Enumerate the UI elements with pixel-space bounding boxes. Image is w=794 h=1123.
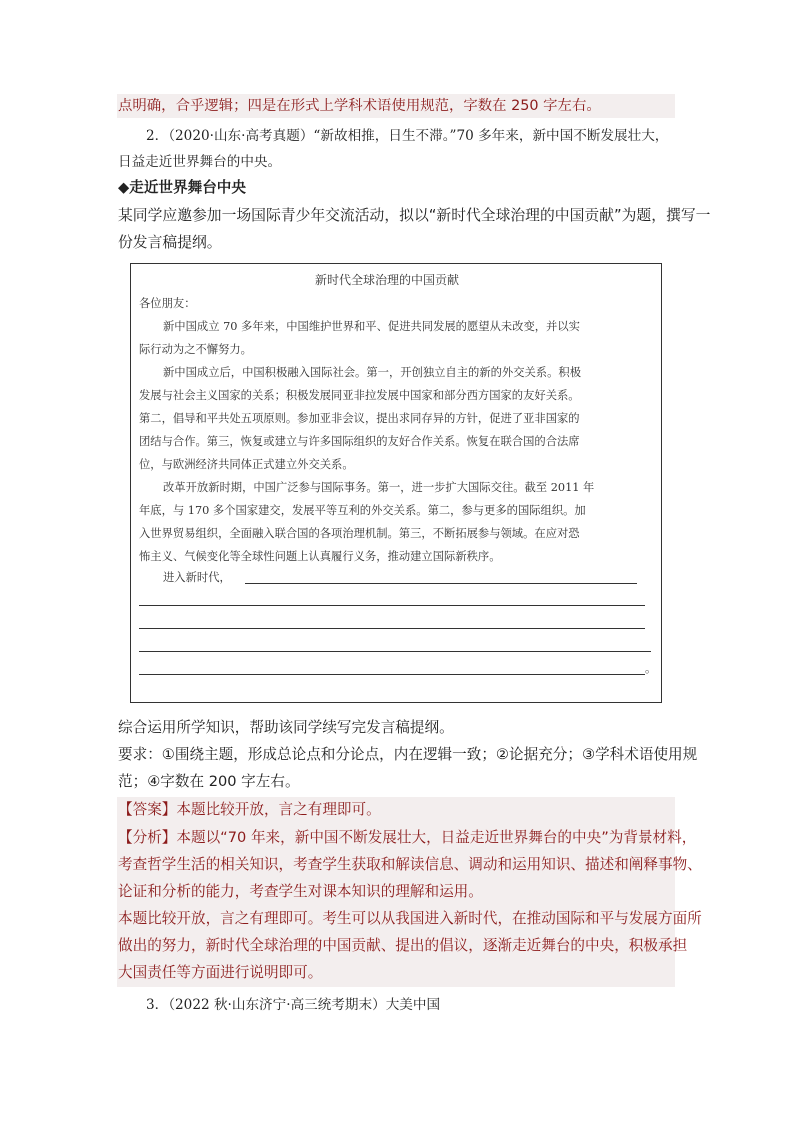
- box-line: 位，与欧洲经济共同体正式建立外交关系。: [139, 458, 354, 471]
- section-heading: ◆走近世界舞台中央: [118, 179, 246, 196]
- requirement-line-1: 要求：①围绕主题，形成总论点和分论点，内在逻辑一致；②论据充分；③学科术语使用规: [118, 746, 698, 763]
- box-line: 入世界贸易组织，全面融入联合国的各项治理机制。第三，不断拓展参与领域。在应对恐: [139, 527, 580, 540]
- box-title: 新时代全球治理的中国贡献: [315, 273, 460, 287]
- answer-text: 本题比较开放，言之有理即可。: [176, 801, 381, 818]
- analysis-line-4: 本题比较开放，言之有理即可。考生可以从我国进入新时代，在推动国际和平与发展方面所: [118, 910, 702, 927]
- analysis-line-3: 论证和分析的能力，考查学生对课本知识的理解和运用。: [118, 883, 483, 900]
- question-2-line-1: 2．（2020·山东·高考真题）“新故相推，日生不滞。”70 多年来，新中国不断发展壮大，: [146, 128, 669, 144]
- requirement-line-2: 范；④字数在 200 字左右。: [118, 773, 300, 790]
- analysis-line-2: 考查哲学生活的相关知识，考查学生获取和解读信息、调动和运用知识、描述和阐释事物、: [118, 856, 702, 873]
- box-line: 新中国成立 70 多年来，中国维护世界和平、促进共同发展的愿望从未改变，并以实: [163, 320, 580, 333]
- box-greeting: 各位朋友：: [139, 297, 196, 310]
- answer-row: [118, 800, 381, 820]
- answer-blank-line[interactable]: [139, 651, 651, 652]
- analysis-text: 本题以“70 年来，新中国不断发展壮大，日益走近世界舞台的中央”为背景材料，: [176, 829, 697, 846]
- answer-blank-line[interactable]: [139, 628, 645, 629]
- box-line: 际行动为之不懈努力。: [139, 343, 252, 356]
- prev-answer-tail: 点明确，合乎逻辑；四是在形式上学科术语使用规范，字数在 250 字左右。: [118, 98, 601, 114]
- answer-blank-line[interactable]: [139, 674, 645, 675]
- box-line: 新中国成立后，中国积极融入国际社会。第一，开创独立自主的新的外交关系。积极: [163, 366, 581, 379]
- answer-blank-line[interactable]: [139, 605, 645, 606]
- intro-line-1: 某同学应邀参加一场国际青少年交流活动，拟以“新时代全球治理的中国贡献”为题，撰写一: [118, 207, 711, 224]
- analysis-row-1: [118, 828, 696, 848]
- box-line: 年底，与 170 多个国家建交，发展平等互利的外交关系。第二，参与更多的国际组织。加: [139, 504, 586, 517]
- question-3-line: 3．（2022 秋·山东济宁·高三统考期末）大美中国: [146, 997, 441, 1013]
- box-line: 改革开放新时期，中国广泛参与国际事务。第一，进一步扩大国际交往。截至 2011 年: [163, 481, 595, 494]
- answer-blank-line[interactable]: [245, 583, 637, 584]
- box-line: 第二，倡导和平共处五项原则。参加亚非会议，提出求同存异的方针，促进了亚非国家的: [139, 412, 580, 425]
- box-line: 发展与社会主义国家的关系；积极发展同亚非拉发展中国家和部分西方国家的友好关系。: [139, 389, 580, 402]
- speech-outline-box: [130, 263, 662, 703]
- analysis-line-6: 大国责任等方面进行说明即可。: [118, 964, 323, 981]
- analysis-line-5: 做出的努力，新时代全球治理的中国贡献、提出的倡议，逐渐走近舞台的中央，积极承担: [118, 937, 688, 954]
- intro-line-2: 份发言稿提纲。: [118, 234, 222, 251]
- new-era-prefix: 进入新时代，: [163, 571, 231, 584]
- box-line: 怖主义、气候变化等全球性问题上认真履行义务，推动建立国际新秩序。: [139, 550, 501, 563]
- task-line: 综合运用所学知识，帮助该同学续写完发言稿提纲。: [118, 719, 454, 736]
- question-2-line-2: 日益走近世界舞台的中央。: [118, 154, 282, 170]
- analysis-tag: 【分析】: [118, 829, 177, 846]
- answer-tag: 【答案】: [118, 801, 177, 818]
- end-mark: 。: [645, 662, 657, 675]
- box-line: 团结与合作。第三，恢复或建立与许多国际组织的友好合作关系。恢复在联合国的合法席: [139, 435, 580, 448]
